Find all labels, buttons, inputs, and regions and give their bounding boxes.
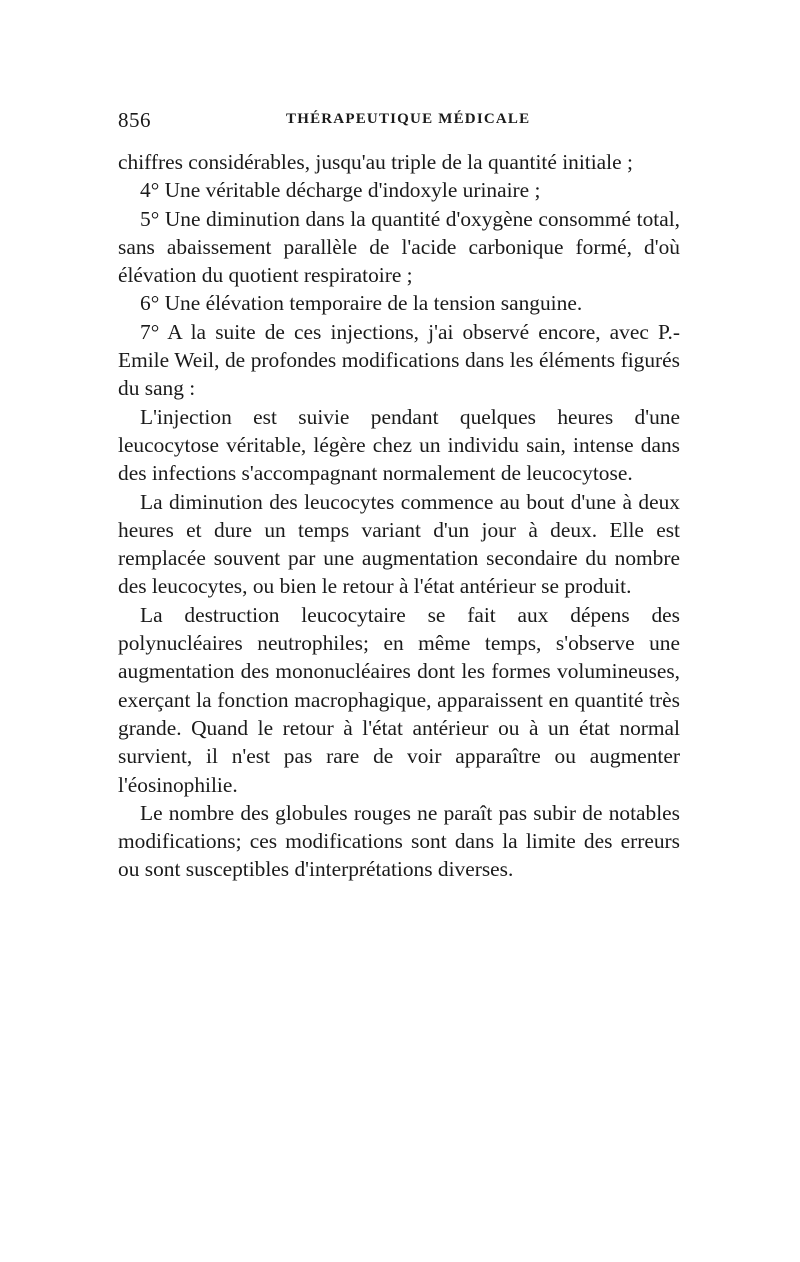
- body-text: [118, 148, 680, 884]
- page-header: [118, 108, 680, 138]
- running-title: THÉRAPEUTIQUE MÉDICALE: [286, 111, 531, 127]
- paragraph-globules: Le nombre des globules rouges ne paraît pas subir de notables modifications; ces modifications sont dans la limite des erreurs ou sont susceptibles d'interprétations diverses.: [118, 800, 680, 882]
- paragraph-item-6: 6° Une élévation temporaire de la tension sanguine.: [140, 291, 583, 316]
- book-page: [118, 108, 680, 884]
- paragraph-item-4: 4° Une véritable décharge d'indoxyle urinaire ;: [140, 178, 541, 203]
- paragraph-destruction: La destruction leucocytaire se fait aux dépens des polynucléaires neutrophiles; en même temps, s'observe une augmentation des mononucléaires dont les formes volumineuses, exerçant la fonction macrophagique, apparaissent en quantité très grande. Quand le retour à l'état antérieur ou à un état normal survient, il n'est pas rare de voir apparaître ou augmenter l'éosinophilie.: [118, 602, 680, 797]
- paragraph-item-7: 7° A la suite de ces injections, j'ai observé encore, avec P.-Emile Weil, de profondes modifications dans les éléments figurés du sang :: [118, 319, 680, 401]
- paragraph-item-5: 5° Une diminution dans la quantité d'oxygène consommé total, sans abaissement parallèle de l'acide carbonique formé, d'où élévation du quotient respiratoire ;: [118, 206, 680, 288]
- page-number: 856: [118, 108, 151, 132]
- paragraph-continued: chiffres considérables, jusqu'au triple de la quantité initiale ;: [118, 150, 633, 174]
- paragraph-injection: L'injection est suivie pendant quelques heures d'une leucocytose véritable, légère chez un individu sain, intense dans des infections s'accompagnant normalement de leucocytose.: [118, 404, 680, 486]
- paragraph-diminution: La diminution des leucocytes commence au bout d'une à deux heures et dure un temps variant d'un jour à deux. Elle est remplacée souvent par une augmentation secondaire du nombre des leucocytes, ou bien le retour à l'état antérieur se produit.: [118, 489, 680, 599]
